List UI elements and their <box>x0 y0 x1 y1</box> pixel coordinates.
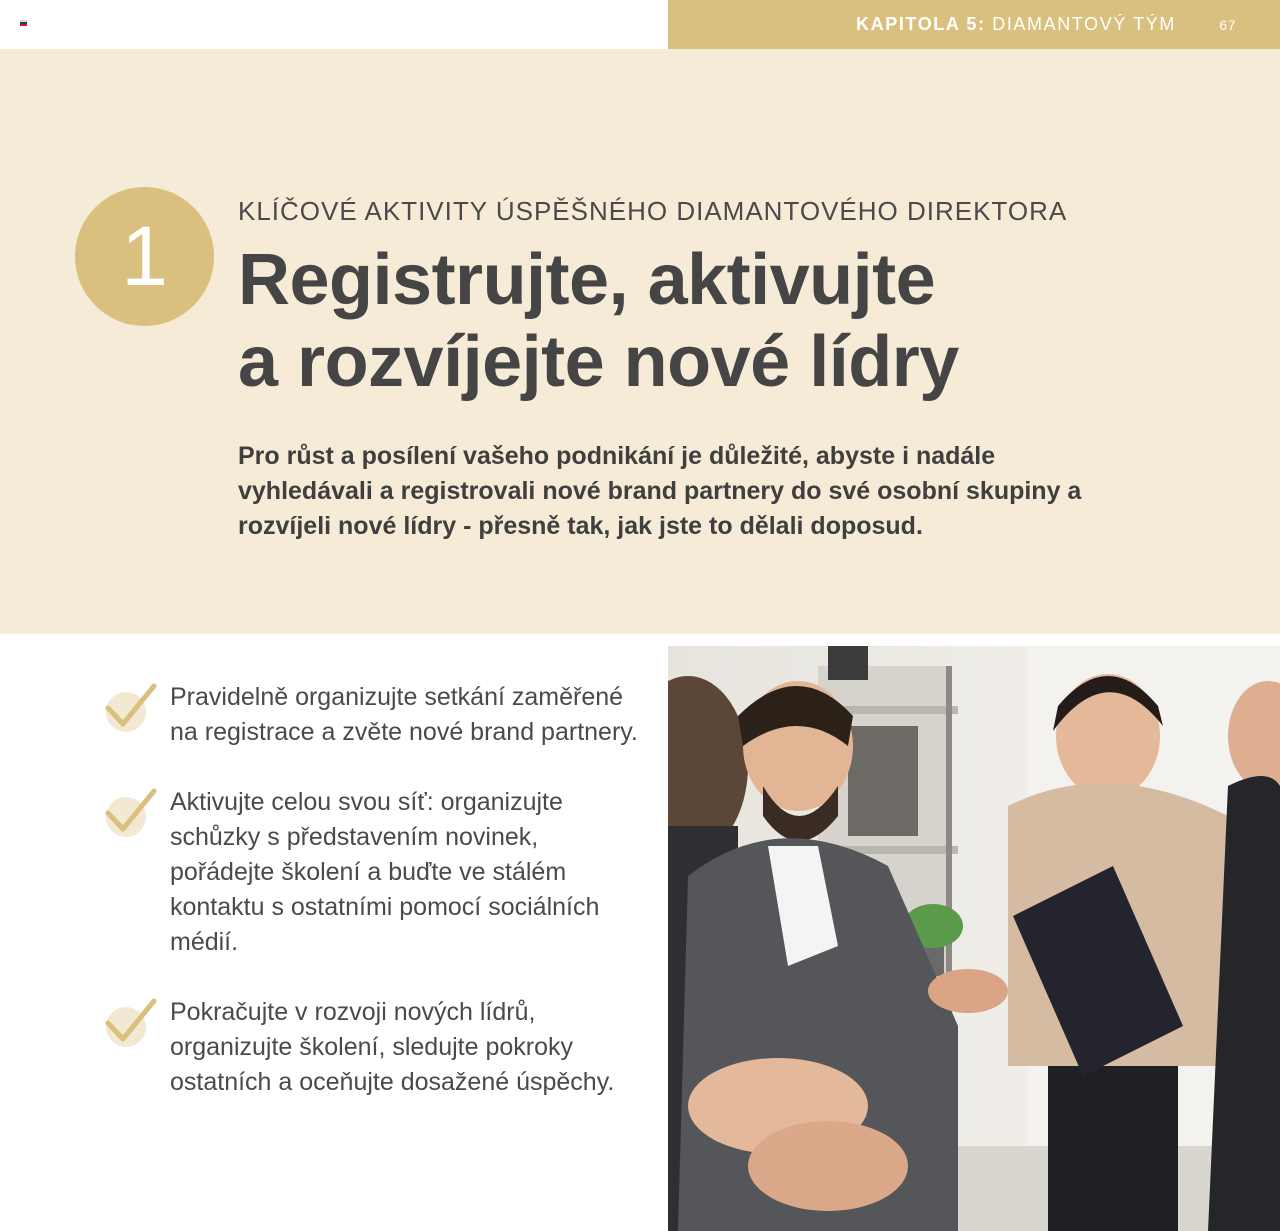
czech-flag-icon <box>20 20 27 26</box>
page-title-line-2: a rozvíjejte nové lídry <box>238 322 959 402</box>
section-kicker: KLÍČOVÉ AKTIVITY ÚSPĚŠNÉHO DIAMANTOVÉHO DIREKTORA <box>238 196 1068 226</box>
checklist-item-text: Pravidelně organizujte setkání zaměřené na registrace a zvěte nové brand partnery. <box>170 683 638 746</box>
hero-section <box>0 49 1280 634</box>
check-icon <box>102 787 158 839</box>
office-handshake-photo <box>668 646 1280 1231</box>
page-number: 67 <box>1219 17 1236 33</box>
activity-checklist <box>100 680 640 1135</box>
checklist-item <box>100 995 640 1100</box>
section-number-badge: 1 <box>75 187 214 326</box>
chapter-heading <box>856 14 1176 35</box>
checklist-item-text: Aktivujte celou svou síť: organizujte schůzky s představením novinek, pořádejte školení a buďte ve stálém kontaktu s ostatními pomocí sociálních médií. <box>170 788 600 956</box>
chapter-name: DIAMANTOVÝ TÝM <box>992 14 1176 34</box>
check-icon <box>102 997 158 1049</box>
chapter-bar <box>668 0 1280 49</box>
page-title <box>238 239 959 403</box>
check-icon <box>102 682 158 734</box>
chapter-label: KAPITOLA 5: <box>856 14 986 34</box>
checklist-item <box>100 785 640 960</box>
page-title-line-1: Registrujte, aktivujte <box>238 240 936 320</box>
top-bar <box>0 0 1280 49</box>
checklist-item-text: Pokračujte v rozvoji nových lídrů, organizujte školení, sledujte pokroky ostatních a oceňujte dosažené úspěchy. <box>170 998 615 1096</box>
checklist-item <box>100 680 640 750</box>
intro-paragraph: Pro růst a posílení vašeho podnikání je důležité, abyste i nadále vyhledávali a registrovali nové brand partnery do své osobní skupiny a rozvíjeli nové lídry - přesně tak, jak jste to dělali doposud. <box>238 442 1082 540</box>
